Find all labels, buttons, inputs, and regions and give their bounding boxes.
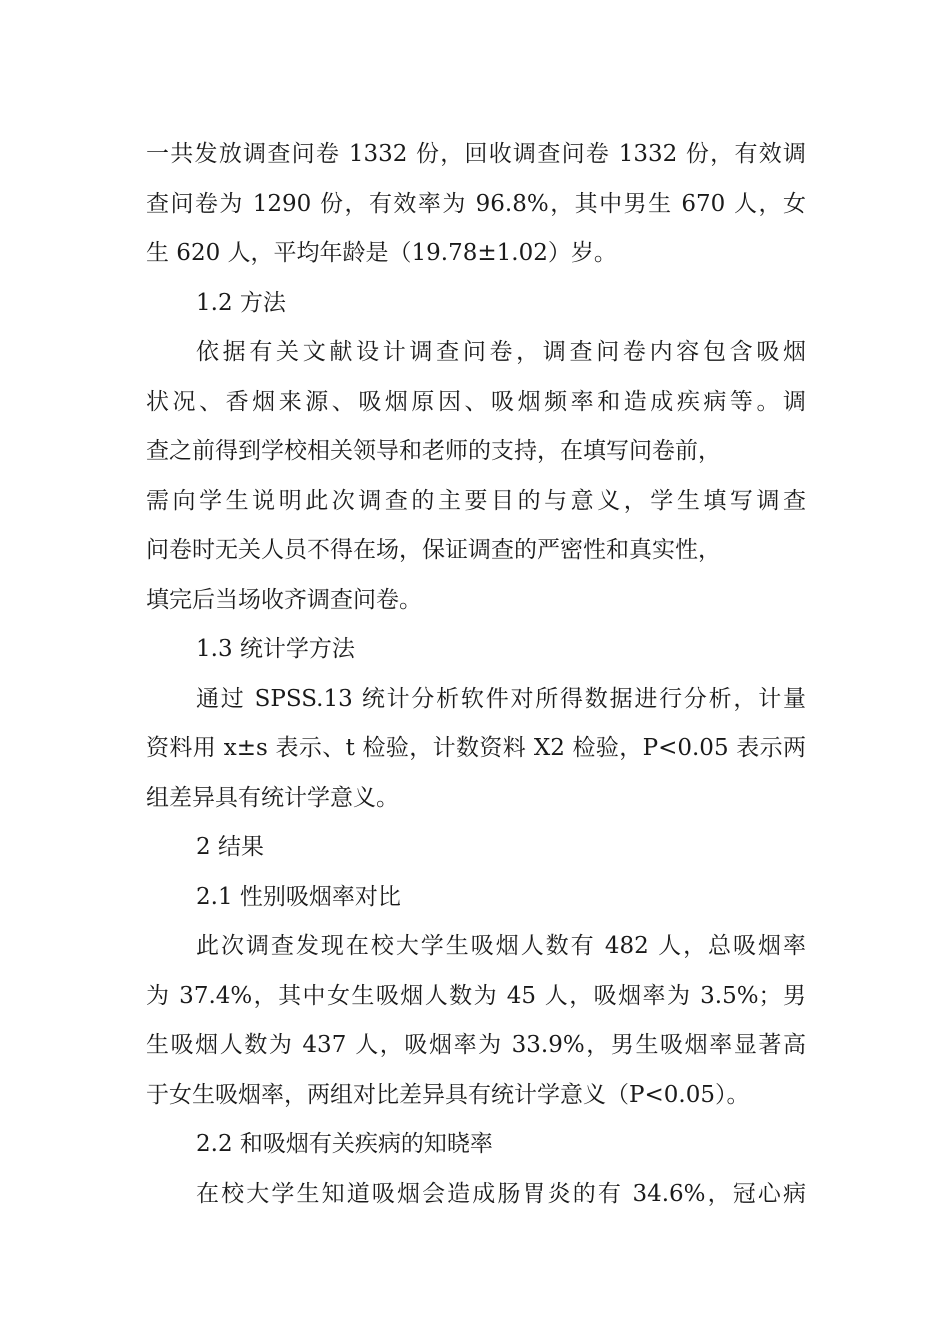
paragraph-line: 一共发放调查问卷 1332 份，回收调查问卷 1332 份，有效调 bbox=[146, 141, 806, 167]
paragraph-line: 需向学生说明此次调查的主要目的与意义，学生填写调查 bbox=[146, 487, 806, 514]
paragraph-line: 查问卷为 1290 份，有效率为 96.8%，其中男生 670 人，女 bbox=[146, 190, 806, 217]
paragraph-line: 生吸烟人数为 437 人，吸烟率为 33.9%，男生吸烟率显著高 bbox=[146, 1032, 806, 1058]
section-heading: 2.1 性别吸烟率对比 bbox=[196, 883, 401, 910]
paragraph-line: 问卷时无关人员不得在场，保证调查的严密性和真实性， bbox=[146, 537, 721, 563]
paragraph-line: 通过 SPSS.13 统计分析软件对所得数据进行分析，计量 bbox=[196, 685, 806, 712]
paragraph-line: 依据有关文献设计调查问卷，调查问卷内容包含吸烟 bbox=[196, 339, 806, 365]
paragraph-line: 生 620 人，平均年龄是（19.78±1.02）岁。 bbox=[146, 240, 617, 266]
paragraph-line: 组差异具有统计学意义。 bbox=[146, 784, 399, 811]
section-heading: 2.2 和吸烟有关疾病的知晓率 bbox=[196, 1131, 493, 1157]
document-body bbox=[146, 130, 806, 1219]
section-heading: 1.3 统计学方法 bbox=[196, 636, 355, 662]
paragraph-line: 为 37.4%，其中女生吸烟人数为 45 人，吸烟率为 3.5%；男 bbox=[146, 982, 806, 1009]
paragraph-line: 填完后当场收齐调查问卷。 bbox=[146, 586, 422, 613]
paragraph-line: 于女生吸烟率，两组对比差异具有统计学意义（P<0.05）。 bbox=[146, 1081, 750, 1108]
paragraph-line: 查之前得到学校相关领导和老师的支持，在填写问卷前， bbox=[146, 438, 721, 464]
paragraph-line: 在校大学生知道吸烟会造成肠胃炎的有 34.6%，冠心病 bbox=[196, 1180, 806, 1207]
paragraph-line: 此次调查发现在校大学生吸烟人数有 482 人，总吸烟率 bbox=[196, 933, 806, 959]
section-heading: 2 结果 bbox=[196, 834, 264, 860]
section-heading: 1.2 方法 bbox=[196, 289, 286, 316]
paragraph-line: 状况、香烟来源、吸烟原因、吸烟频率和造成疾病等。调 bbox=[146, 388, 806, 415]
paragraph-line: 资料用 x±s 表示、t 检验，计数资料 X2 检验，P<0.05 表示两 bbox=[146, 735, 806, 761]
